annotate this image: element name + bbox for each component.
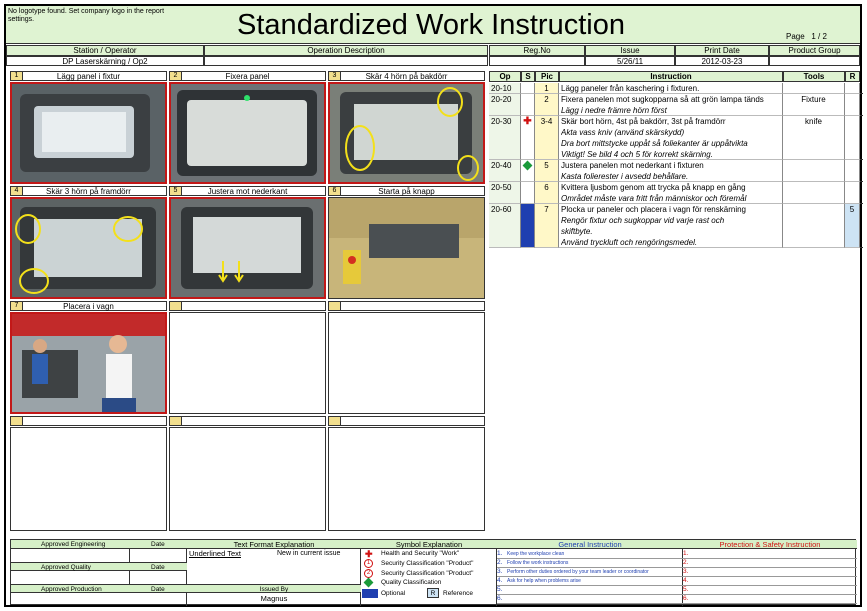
pic-ref-cell: 1	[535, 83, 559, 94]
col-tools-header: Tools	[783, 71, 845, 82]
col-op-header: Op	[489, 71, 521, 82]
security-two-icon: 2	[364, 569, 373, 578]
approved-engineering-label: Approved Engineering	[41, 541, 106, 548]
photo-caption-empty	[169, 301, 326, 311]
product-group-label: Product Group	[769, 45, 860, 56]
op-number-cell: 20-10	[489, 83, 521, 94]
item-number: 4.	[497, 577, 503, 584]
photo-caption-text: Lägg panel i fixtur	[56, 72, 121, 81]
text-format-title: Text Format Explanation	[187, 540, 361, 549]
item-number: 2.	[497, 559, 503, 566]
photo-number: 4	[11, 187, 23, 195]
instruction-line: skiftbyte.	[561, 227, 593, 236]
item-number: 5.	[497, 586, 503, 593]
photo-caption-text: Skär 4 hörn på bakdörr	[365, 72, 448, 81]
photo-empty-slot	[169, 427, 326, 531]
page-indicator	[786, 32, 827, 41]
photo-caption-2	[169, 71, 326, 81]
photo-number: 3	[329, 72, 341, 80]
issued-by-label: Issued By	[187, 584, 361, 593]
general-instruction-item	[497, 586, 683, 595]
protection-item: 5.	[683, 586, 857, 595]
photo-cut-rear-corners	[328, 82, 485, 184]
underlined-text-sample: Underlined Text	[189, 549, 241, 558]
op-number-cell: 20-50	[489, 182, 521, 204]
protection-item: 1.	[683, 550, 857, 559]
protection-item: 2.	[683, 559, 857, 568]
photo-caption-4	[10, 186, 167, 196]
symbol-cell	[521, 160, 535, 182]
op-desc-value	[204, 56, 488, 66]
quality-diamond-icon	[364, 578, 374, 588]
reference-swatch: R	[427, 588, 439, 598]
symbol-block	[361, 540, 497, 606]
approved-production-label: Approved Production	[41, 586, 102, 593]
symbol-label: Quality Classification	[381, 579, 442, 586]
photo-caption-empty	[328, 301, 485, 311]
protection-block	[683, 540, 857, 606]
page-value: 1 / 2	[811, 32, 827, 41]
issue-label: Issue	[585, 45, 675, 56]
regno-value	[489, 56, 585, 66]
symbol-label: Security Classification "Product"	[381, 570, 474, 577]
photo-number: 6	[329, 187, 341, 195]
instruction-cell	[559, 94, 783, 116]
optional-label: Optional	[381, 590, 406, 597]
photo-number	[11, 417, 23, 425]
table-row	[489, 116, 863, 160]
tools-cell: knife	[783, 116, 845, 160]
new-in-issue-label: New in current issue	[277, 550, 341, 557]
instruction-line: Kvittera ljusbom genom att trycka på knapp en gång	[561, 183, 746, 192]
photo-adjust-bottom-edge	[169, 197, 326, 299]
health-cross-icon: ✚	[365, 549, 373, 559]
col-pic-header: Pic	[535, 71, 559, 82]
pic-ref-cell: 7	[535, 204, 559, 248]
document-frame	[4, 4, 862, 607]
photo-empty-slot	[10, 427, 167, 531]
instruction-cell	[559, 182, 783, 204]
photo-caption-6	[328, 186, 485, 196]
page-title: Standardized Work Instruction	[237, 9, 625, 41]
reference-cell	[845, 182, 860, 204]
table-row	[489, 204, 863, 248]
item-text: Keep the workplace clean	[507, 551, 565, 557]
tools-cell	[783, 83, 845, 94]
photo-caption-text: Justera mot nederkant	[207, 187, 288, 196]
divider	[129, 549, 130, 562]
reference-cell: 5	[845, 204, 860, 248]
table-row	[489, 182, 863, 204]
photo-empty-slot	[328, 312, 485, 414]
item-number: 6.	[497, 595, 503, 602]
date-label: Date	[151, 586, 165, 593]
protection-item: 4.	[683, 577, 857, 586]
photo-caption-7	[10, 301, 167, 311]
photo-number: 5	[170, 187, 182, 195]
page-label: Page	[786, 32, 805, 41]
op-number-cell: 20-20	[489, 94, 521, 116]
table-row	[489, 160, 863, 182]
col-s-header: S	[521, 71, 535, 82]
photo-number	[170, 302, 182, 310]
approved-quality-label: Approved Quality	[41, 564, 91, 571]
col-instruction-header: Instruction	[559, 71, 783, 82]
print-date-value: 2012-03-23	[675, 56, 769, 66]
approved-engineering-row	[11, 540, 187, 549]
station-value: DP Laserskärning / Op2	[6, 56, 204, 66]
item-number: 1.	[497, 550, 503, 557]
instruction-line: Området måste vara fritt från människor och föremål	[561, 194, 747, 203]
approved-quality-row	[11, 562, 187, 571]
item-text: Follow the work instructions	[507, 560, 569, 566]
general-instruction-item	[497, 577, 683, 586]
photo-caption-text: Placera i vagn	[63, 302, 114, 311]
reference-cell	[845, 94, 860, 116]
regno-label: Reg.No	[489, 45, 585, 56]
photo-cut-front-corners	[10, 197, 167, 299]
tools-cell	[783, 160, 845, 182]
photo-caption-text: Skär 3 hörn på framdörr	[46, 187, 131, 196]
general-instruction-item	[497, 559, 683, 568]
protection-item: 3.	[683, 568, 857, 577]
general-instruction-block	[497, 540, 683, 606]
photo-caption-3	[328, 71, 485, 81]
product-group-value	[769, 56, 860, 66]
document-header	[6, 6, 860, 44]
item-text: Ask for help when problems arise	[507, 578, 581, 584]
instruction-cell	[559, 83, 783, 94]
photo-number: 2	[170, 72, 182, 80]
photo-number	[170, 417, 182, 425]
instruction-line: Akta vass kniv (använd skärskydd)	[561, 128, 685, 137]
symbol-cell	[521, 204, 535, 248]
instruction-cell	[559, 160, 783, 182]
general-instruction-item	[497, 550, 683, 559]
pic-ref-cell: 3-4	[535, 116, 559, 160]
item-text: Perform other duties ordered by your team leader or coordinator	[507, 569, 649, 575]
instruction-line: Lägg paneler från kaschering i fixturen.	[561, 84, 700, 93]
issued-by-value: Magnus	[260, 594, 288, 603]
photo-caption-text: Fixera panel	[225, 72, 270, 81]
general-instruction-item	[497, 595, 683, 604]
col-r-header: R	[845, 71, 860, 82]
tools-cell	[783, 204, 845, 248]
symbol-label: Health and Security "Work"	[381, 550, 460, 557]
general-instruction-title: General Instruction	[497, 540, 683, 549]
photo-caption-empty	[10, 416, 167, 426]
symbol-title: Symbol Explanation	[361, 540, 497, 549]
photo-caption-empty	[328, 416, 485, 426]
tools-cell: Fixture	[783, 94, 845, 116]
general-instruction-item	[497, 568, 683, 577]
photo-place-in-cart	[10, 312, 167, 414]
photo-caption-1	[10, 71, 167, 81]
date-label: Date	[151, 541, 165, 548]
symbol-cell	[521, 116, 535, 160]
optional-swatch-icon	[362, 589, 378, 598]
pic-ref-cell: 2	[535, 94, 559, 116]
protection-item: 6.	[683, 595, 857, 604]
op-desc-label: Operation Description	[204, 45, 488, 56]
photo-caption-text: Starta på knapp	[378, 187, 435, 196]
instruction-line: Rengör fixtur och sugkoppar vid varje rast och	[561, 216, 725, 225]
print-date-label: Print Date	[675, 45, 769, 56]
footer	[10, 539, 856, 605]
quality-diamond-icon	[523, 161, 533, 171]
photo-caption-5	[169, 186, 326, 196]
reference-cell	[845, 116, 860, 160]
approved-production-row	[11, 584, 187, 593]
security-one-icon: 1	[364, 559, 373, 568]
instruction-line: Dra bort mittstycke uppåt så foliekanter är uppåtvikta	[561, 139, 748, 148]
symbol-cell	[521, 182, 535, 204]
logo-placeholder-text: No logotype found. Set company logo in the report settings.	[8, 8, 165, 23]
photo-fixera-panel	[169, 82, 326, 184]
instruction-line: Använd tryckluft och rengöringsmedel.	[561, 238, 698, 247]
date-label: Date	[151, 564, 165, 571]
photo-fixture-panel	[10, 82, 167, 184]
item-number: 3.	[497, 568, 503, 575]
symbol-label: Security Classification "Product"	[381, 560, 474, 567]
pic-ref-cell: 6	[535, 182, 559, 204]
health-cross-icon: ✚	[523, 116, 532, 127]
protection-title: Protection & Safety Instruction	[683, 540, 857, 549]
photo-caption-empty	[169, 416, 326, 426]
instruction-line: Lägg i nedre främre hörn först	[561, 106, 667, 115]
tools-cell	[783, 182, 845, 204]
symbol-cell	[521, 83, 535, 94]
pic-ref-cell: 5	[535, 160, 559, 182]
divider	[129, 571, 130, 584]
approvals-block	[11, 540, 187, 606]
symbol-cell	[521, 94, 535, 116]
reference-cell	[845, 160, 860, 182]
table-row	[489, 94, 863, 116]
photo-number: 1	[11, 72, 23, 80]
photo-number	[329, 417, 341, 425]
instruction-line: Kasta folierester i avsedd behållare.	[561, 172, 689, 181]
photo-empty-slot	[328, 427, 485, 531]
table-row	[489, 83, 863, 94]
instruction-line: Viktigt! Se bild 4 och 5 för korrekt skärning.	[561, 150, 713, 159]
text-format-block	[187, 540, 361, 606]
photo-empty-slot	[169, 312, 326, 414]
instruction-line: Skär bort hörn, 4st på bakdörr, 3st på framdörr	[561, 117, 726, 126]
instruction-cell	[559, 204, 783, 248]
photo-number	[329, 302, 341, 310]
op-number-cell: 20-60	[489, 204, 521, 248]
reference-cell	[845, 83, 860, 94]
issue-value: 5/26/11	[585, 56, 675, 66]
instruction-cell	[559, 116, 783, 160]
op-number-cell: 20-40	[489, 160, 521, 182]
instruction-line: Fixera panelen mot sugkopparna så att grön lampa tänds	[561, 95, 764, 104]
op-number-cell: 20-30	[489, 116, 521, 160]
instruction-line: Justera panelen mot nederkant i fixturen	[561, 161, 704, 170]
station-label: Station / Operator	[6, 45, 204, 56]
photo-number: 7	[11, 302, 23, 310]
reference-label: Reference	[443, 590, 473, 597]
instruction-line: Plocka ur paneler och placera i vagn för renskärning	[561, 205, 746, 214]
photo-start-button	[328, 197, 485, 299]
